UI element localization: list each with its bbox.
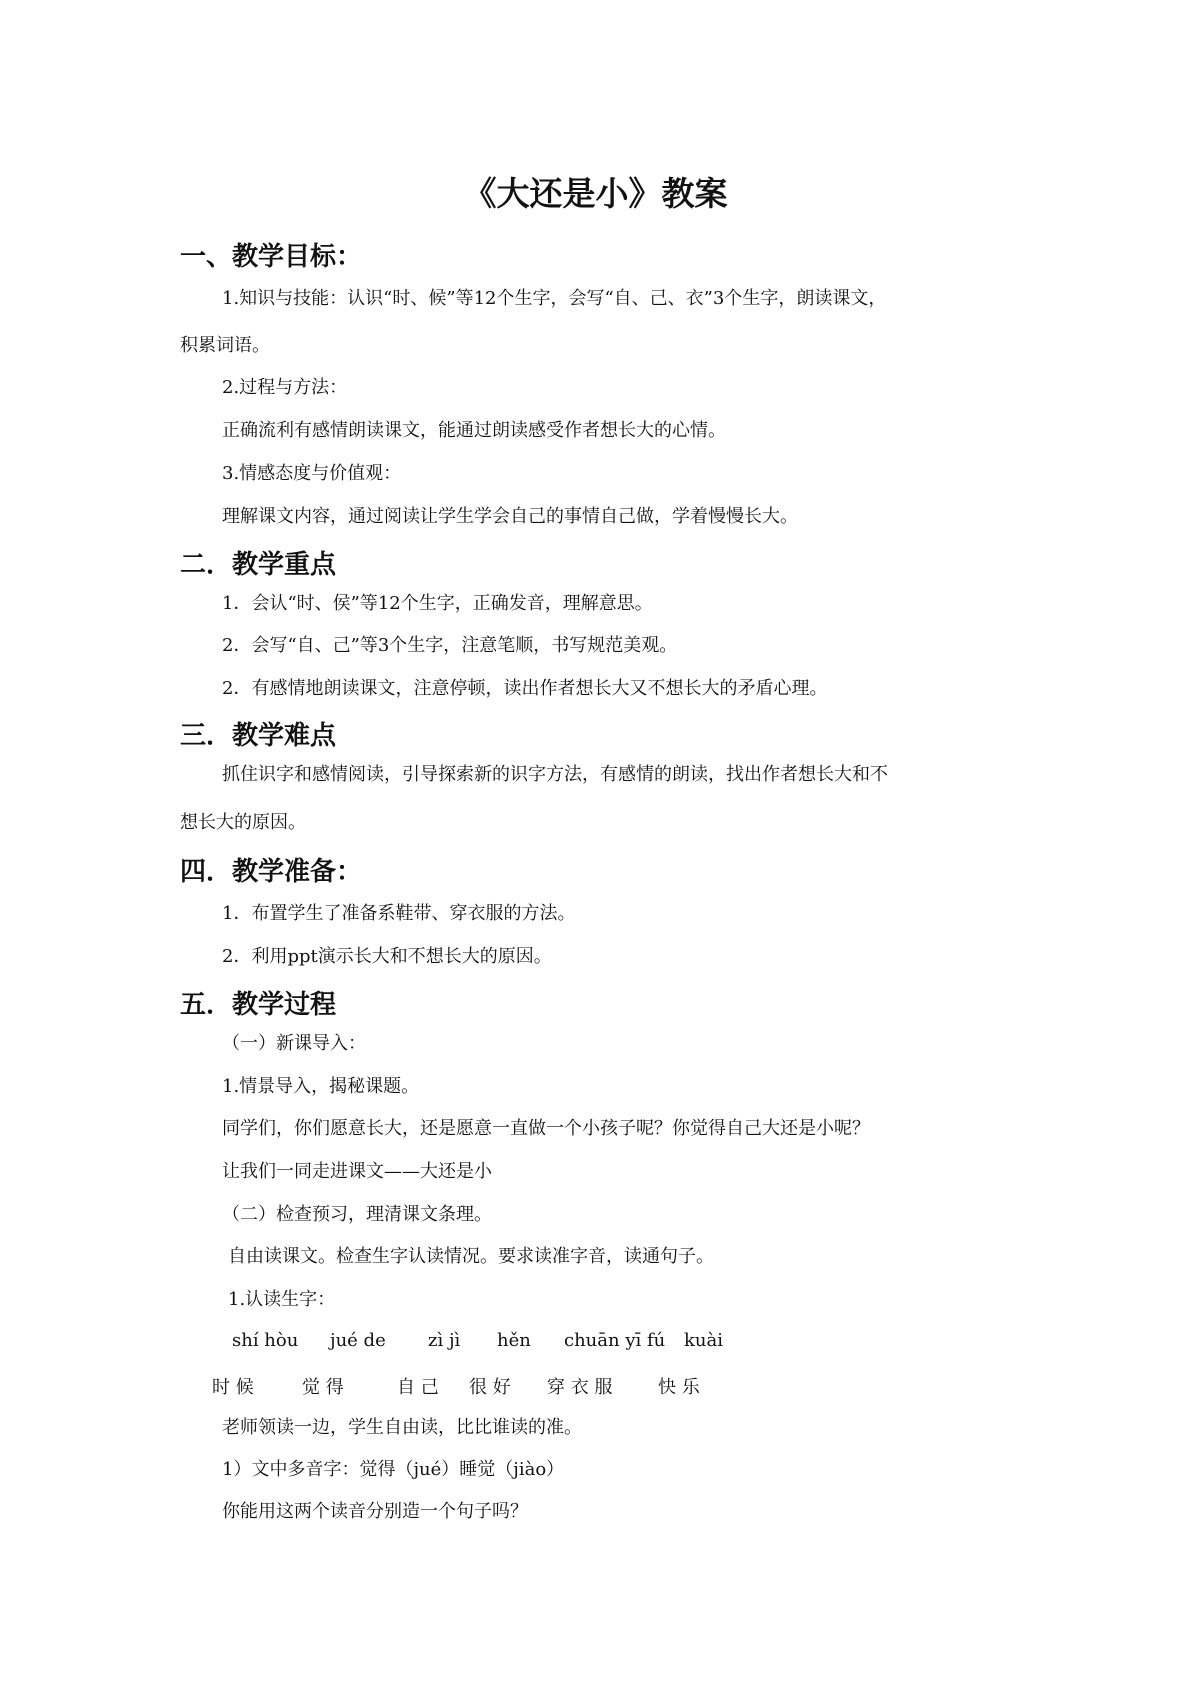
list-item: 2．利用ppt演示长大和不想长大的原因。 xyxy=(222,946,552,967)
pinyin-row xyxy=(0,1330,1191,1354)
section-heading-preparation: 四．教学准备： xyxy=(180,857,363,887)
paragraph: （一）新课导入： xyxy=(222,1033,366,1054)
document-title: 《大还是小》教案 xyxy=(463,174,728,213)
hanzi: 快 乐 xyxy=(658,1377,700,1398)
pinyin: hěn xyxy=(497,1330,531,1351)
section-heading-difficulties: 三．教学难点 xyxy=(180,721,337,751)
hanzi-row xyxy=(0,1373,1191,1397)
paragraph: 2.过程与方法： xyxy=(222,377,348,398)
paragraph: 积累词语。 xyxy=(180,335,270,356)
hanzi: 时 候 xyxy=(212,1377,254,1398)
hanzi: 觉 得 xyxy=(302,1377,344,1398)
section-heading-objectives: 一、教学目标： xyxy=(180,242,363,272)
paragraph: 3.情感态度与价值观： xyxy=(222,463,402,484)
hanzi: 自 己 xyxy=(397,1377,439,1398)
pinyin: chuān yī fú xyxy=(564,1330,666,1351)
paragraph: 1.知识与技能：认识“时、候”等12个生字，会写“自、己、衣”3个生字，朗读课文， xyxy=(222,288,887,309)
paragraph: 自由读课文。检查生字认读情况。要求读准字音，读通句子。 xyxy=(228,1246,714,1267)
paragraph: 1.认读生字： xyxy=(228,1289,336,1310)
hanzi: 穿 衣 服 xyxy=(547,1377,613,1398)
paragraph: 想长大的原因。 xyxy=(180,812,306,833)
pinyin: kuài xyxy=(684,1330,723,1351)
pinyin: jué de xyxy=(330,1330,386,1351)
pinyin: shí hòu xyxy=(232,1330,299,1351)
list-item: 1．布置学生了准备系鞋带、穿衣服的方法。 xyxy=(222,903,576,924)
paragraph: 抓住识字和感情阅读，引导探索新的识字方法，有感情的朗读，找出作者想长大和不 xyxy=(222,764,888,785)
paragraph: （二）检查预习，理清课文条理。 xyxy=(222,1204,492,1225)
paragraph: 正确流利有感情朗读课文，能通过朗读感受作者想长大的心情。 xyxy=(222,420,726,441)
paragraph: 让我们一同走进课文——大还是小 xyxy=(222,1161,492,1182)
paragraph: 理解课文内容，通过阅读让学生学会自己的事情自己做，学着慢慢长大。 xyxy=(222,506,798,527)
hanzi: 很 好 xyxy=(469,1377,511,1398)
list-item: 2．有感情地朗读课文，注意停顿，读出作者想长大又不想长大的矛盾心理。 xyxy=(222,678,828,699)
list-item: 2．会写“自、己”等3个生字，注意笔顺，书写规范美观。 xyxy=(222,635,678,656)
paragraph: 1）文中多音字：觉得（jué）睡觉（jiào） xyxy=(222,1459,565,1480)
section-heading-key-points: 二．教学重点 xyxy=(180,550,337,580)
section-heading-process: 五．教学过程 xyxy=(180,990,337,1020)
paragraph: 同学们，你们愿意长大，还是愿意一直做一个小孩子呢？你觉得自己大还是小呢？ xyxy=(222,1118,870,1139)
paragraph: 1.情景导入，揭秘课题。 xyxy=(222,1076,420,1097)
pinyin: zì jì xyxy=(428,1330,461,1351)
paragraph: 你能用这两个读音分别造一个句子吗？ xyxy=(222,1501,528,1522)
list-item: 1．会认“时、侯”等12个生字，正确发音，理解意思。 xyxy=(222,593,653,614)
paragraph: 老师领读一边，学生自由读，比比谁读的准。 xyxy=(222,1417,582,1438)
